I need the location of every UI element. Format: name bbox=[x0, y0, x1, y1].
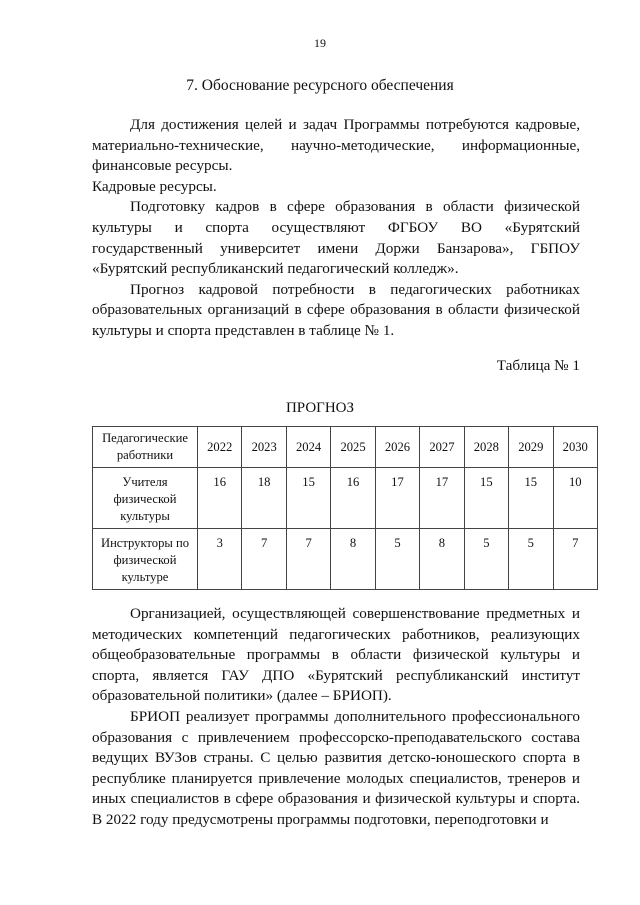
table-cell: 16 bbox=[198, 468, 242, 529]
table-header-cell: 2024 bbox=[286, 427, 330, 468]
forecast-table bbox=[92, 426, 598, 590]
table-cell: 5 bbox=[509, 529, 553, 590]
table-caption: Таблица № 1 bbox=[496, 357, 580, 374]
paragraph: Организацией, осуществляющей совершенствование предметных и методических компетенций педагогических работников, реализующих общеобразовательные программы в области физической культуры и спорта, является ГАУ ДПО «Бурятский республиканский институт образовательной политики» (далее – БРИОП). bbox=[92, 605, 580, 705]
table-cell: 5 bbox=[375, 529, 419, 590]
table-header-cell: 2028 bbox=[464, 427, 508, 468]
table-header-cell: 2023 bbox=[242, 427, 286, 468]
table-cell: 15 bbox=[286, 468, 330, 529]
table-cell: 15 bbox=[509, 468, 553, 529]
table-title: ПРОГНОЗ bbox=[285, 400, 355, 416]
table-header-cell: 2022 bbox=[198, 427, 242, 468]
table-cell: 16 bbox=[331, 468, 375, 529]
table-cell: 8 bbox=[420, 529, 464, 590]
page-number: 19 bbox=[314, 36, 326, 50]
table-header-cell: 2027 bbox=[420, 427, 464, 468]
table-cell: 7 bbox=[553, 529, 598, 590]
table-cell: Инструкторы по физической культуре bbox=[93, 529, 198, 590]
table-cell: 17 bbox=[375, 468, 419, 529]
table-header-row bbox=[93, 427, 598, 468]
table-cell: 18 bbox=[242, 468, 286, 529]
table-cell: Учителя физической культуры bbox=[93, 468, 198, 529]
table-header-cell: 2025 bbox=[331, 427, 375, 468]
paragraph: БРИОП реализует программы дополнительного профессионального образования с привлечением профессорско-преподавательского состава ведущих ВУЗов страны. С целью развития детско-юношеского спорта в республике планируется привлечение молодых специалистов, тренеров и иных специалистов в сфере образования и физической культуры и спорта. В 2022 году предусмотрены программы подготовки, переподготовки и bbox=[92, 707, 580, 828]
table-cell: 7 bbox=[286, 529, 330, 590]
table-row bbox=[93, 529, 598, 590]
table-cell: 8 bbox=[331, 529, 375, 590]
table-header-cell: 2029 bbox=[509, 427, 553, 468]
paragraph: Прогноз кадровой потребности в педагогических работниках образовательных организаций в сфере образования в области физической культуры и спорта представлен в таблице № 1. bbox=[92, 280, 580, 339]
table-cell: 3 bbox=[198, 529, 242, 590]
table-cell: 10 bbox=[553, 468, 598, 529]
table-cell: 5 bbox=[464, 529, 508, 590]
paragraph: Для достижения целей и задач Программы потребуются кадровые, материально-технические, научно-методические, информационные, финансовые ресурсы. bbox=[92, 116, 580, 175]
table-row bbox=[93, 468, 598, 529]
table-cell: 17 bbox=[420, 468, 464, 529]
table-header-cell: 2030 bbox=[553, 427, 598, 468]
paragraph: Подготовку кадров в сфере образования в области физической культуры и спорта осуществляют ФГБОУ ВО «Бурятский государственный университет имени Доржи Банзарова», ГБПОУ «Бурятский республиканский педагогический колледж». bbox=[92, 198, 580, 278]
table-header-cell: 2026 bbox=[375, 427, 419, 468]
table-cell: 15 bbox=[464, 468, 508, 529]
body-text-top bbox=[92, 115, 580, 342]
table-header-cell: Педагогические работники bbox=[93, 427, 198, 468]
paragraph: Кадровые ресурсы. bbox=[92, 177, 217, 195]
body-text-bottom bbox=[92, 604, 580, 831]
section-heading: 7. Обоснование ресурсного обеспечения bbox=[186, 77, 454, 94]
table-cell: 7 bbox=[242, 529, 286, 590]
